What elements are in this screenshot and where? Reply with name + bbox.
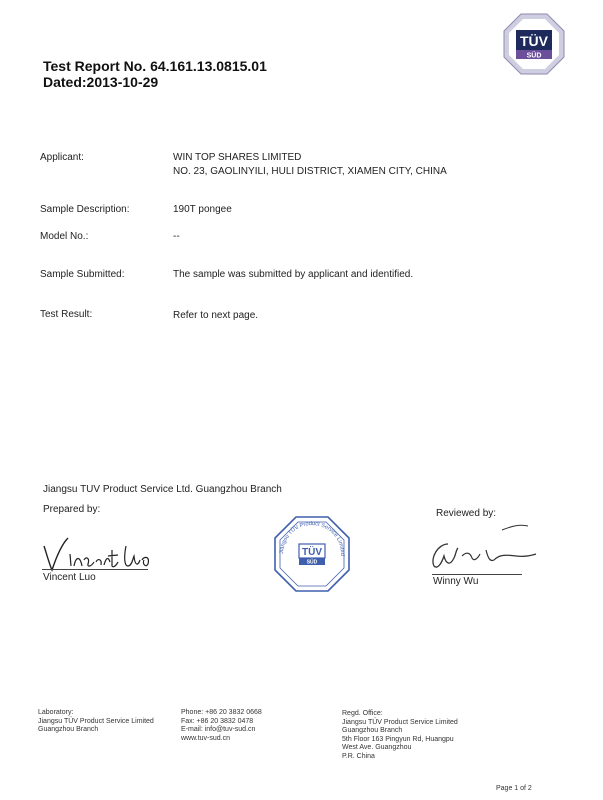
sample-description-value: 190T pongee [173, 204, 232, 215]
reviewed-by-label: Reviewed by: [436, 508, 497, 519]
sample-description-label: Sample Description: [40, 204, 130, 215]
phone-line: Phone: +86 20 3832 0668 [181, 709, 262, 716]
seal-text: Jiangsu TÜV Product Service Limited [278, 520, 346, 556]
registered-office-block [342, 710, 458, 761]
sample-submitted-label: Sample Submitted: [40, 269, 125, 280]
applicant-address: NO. 23, GAOLINYILI, HULI DISTRICT, XIAMEN CITY, CHINA [173, 166, 447, 177]
office-line: Jiangsu TÜV Product Service Limited [342, 718, 458, 726]
applicant-label: Applicant: [40, 152, 84, 163]
seal-logo-text: TÜV [302, 547, 322, 558]
preparer-signature-line [42, 569, 148, 570]
office-line: P.R. China [342, 752, 375, 760]
test-result-value: Refer to next page. [173, 310, 259, 321]
prepared-by-label: Prepared by: [43, 504, 101, 515]
fax-line: Fax: +86 20 3832 0478 [181, 717, 254, 725]
office-line: Guangzhou Branch [342, 727, 403, 734]
model-number-label: Model No.: [40, 231, 89, 242]
applicant-name: WIN TOP SHARES LIMITED [173, 152, 302, 163]
model-number-value: -- [173, 231, 180, 242]
company-seal [272, 514, 352, 594]
laboratory-line: Laboratory: [38, 709, 74, 716]
email-line: E-mail: info@tuv-sud.cn [181, 726, 256, 733]
reviewer-signature [420, 522, 540, 574]
issuing-company: Jiangsu TUV Product Service Ltd. Guangzhou Branch [43, 484, 282, 495]
office-line: Regd. Office: [342, 710, 383, 717]
contact-block [181, 709, 262, 743]
laboratory-line: Jiangsu TÜV Product Service Limited [38, 717, 154, 725]
seal-sub-text: SÜD [306, 559, 318, 566]
laboratory-line: Guangzhou Branch [38, 726, 99, 733]
test-result-label: Test Result: [40, 309, 93, 320]
office-line: West Ave. Guangzhou [342, 744, 412, 751]
office-line: 5th Floor 163 Pingyun Rd, Huangpu [342, 735, 454, 743]
reviewer-name: Winny Wu [433, 576, 479, 587]
page-number: Page 1 of 2 [496, 785, 532, 792]
website-line: www.tuv-sud.cn [181, 734, 231, 742]
logo-text: TÜV [520, 33, 548, 49]
preparer-name: Vincent Luo [43, 572, 96, 583]
laboratory-block [38, 709, 154, 735]
logo-sub-text: SÜD [526, 52, 542, 60]
report-number: Test Report No. 64.161.13.0815.01 [43, 58, 267, 74]
sample-submitted-value: The sample was submitted by applicant and identified. [173, 269, 414, 280]
report-date: Dated:2013-10-29 [43, 74, 159, 90]
reviewer-signature-line [432, 574, 522, 575]
tuv-logo [502, 12, 566, 76]
